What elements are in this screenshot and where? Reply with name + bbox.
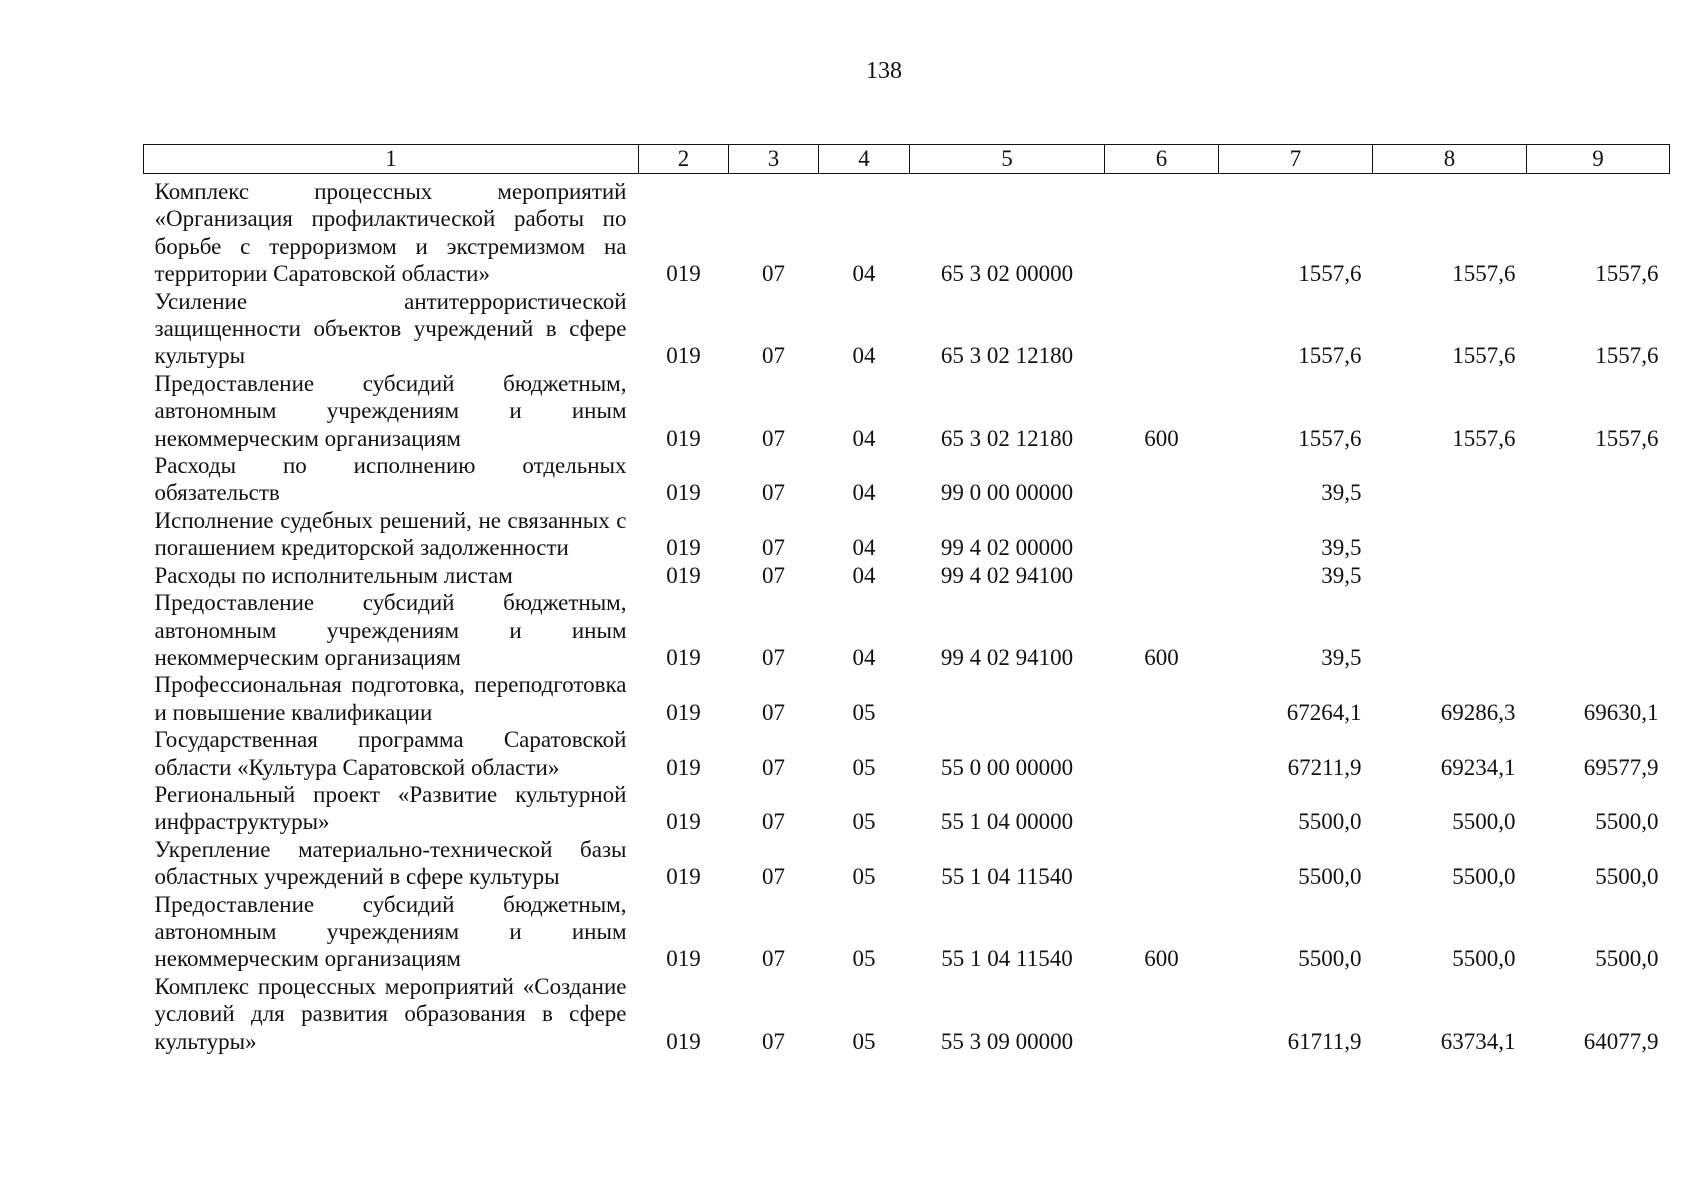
amount-col-7: 67264,1 xyxy=(1286,699,1362,725)
subsection-code: 04 xyxy=(852,480,876,506)
header-cell-9: 9 xyxy=(1527,145,1670,174)
expense-type-code: 600 xyxy=(1144,644,1179,670)
expense-type-code xyxy=(1105,671,1219,726)
section-code: 07 xyxy=(762,261,785,287)
table-header xyxy=(144,145,1670,174)
expense-type-code xyxy=(1105,562,1219,589)
target-article-code: 55 1 04 11540 xyxy=(941,946,1073,972)
table-row xyxy=(144,589,1670,671)
header-cell-5: 5 xyxy=(910,145,1105,174)
subsection-code: 05 xyxy=(852,1028,876,1054)
amount-col-7: 1557,6 xyxy=(1298,261,1362,287)
section-code: 07 xyxy=(762,644,785,670)
expense-type-code xyxy=(1105,174,1219,288)
amount-col-7: 39,5 xyxy=(1321,535,1362,561)
row-name: Комплекс процессных мероприятий «Организация профилактической работы по борьбе с терроризмом и экстремизмом на территории Саратовской области» xyxy=(154,179,627,287)
subsection-code: 04 xyxy=(852,644,876,670)
table-row xyxy=(144,174,1670,288)
row-name: Комплекс процессных мероприятий «Создание условий для развития образования в сфере культуры» xyxy=(154,973,627,1054)
amount-col-7: 5500,0 xyxy=(1298,809,1362,835)
section-code: 07 xyxy=(762,809,785,835)
amount-col-8 xyxy=(1373,452,1527,507)
amount-col-9: 5500,0 xyxy=(1595,946,1659,972)
expense-type-code xyxy=(1105,452,1219,507)
section-code: 07 xyxy=(762,864,785,890)
target-article-code: 99 4 02 94100 xyxy=(940,644,1074,670)
amount-col-8: 5500,0 xyxy=(1452,946,1516,972)
header-cell-1: 1 xyxy=(144,145,639,174)
row-name: Государственная программа Саратовской области «Культура Саратовской области» xyxy=(154,727,627,780)
ministry-code: 019 xyxy=(666,1028,701,1054)
row-name: Предоставление субсидий бюджетным, автономным учреждениям и иным некоммерческим организациям xyxy=(154,370,627,451)
amount-col-8 xyxy=(1373,507,1527,562)
amount-col-9: 1557,6 xyxy=(1595,343,1659,369)
expense-type-code: 600 xyxy=(1144,425,1179,451)
target-article-code: 99 0 00 00000 xyxy=(940,480,1074,506)
section-code: 07 xyxy=(762,1028,785,1054)
target-article-code: 65 3 02 00000 xyxy=(940,261,1074,287)
ministry-code: 019 xyxy=(666,535,701,561)
amount-col-9 xyxy=(1527,562,1670,589)
subsection-code: 05 xyxy=(852,754,876,780)
amount-col-9: 64077,9 xyxy=(1583,1028,1659,1054)
section-code: 07 xyxy=(762,946,785,972)
target-article-code: 65 3 02 12180 xyxy=(940,425,1074,451)
amount-col-8: 1557,6 xyxy=(1452,425,1516,451)
section-code: 07 xyxy=(762,699,785,725)
target-article-code: 99 4 02 94100 xyxy=(940,562,1074,588)
target-article-code: 55 0 00 00000 xyxy=(940,754,1074,780)
ministry-code: 019 xyxy=(666,480,701,506)
expense-type-code xyxy=(1105,507,1219,562)
subsection-code: 04 xyxy=(852,261,876,287)
amount-col-9: 5500,0 xyxy=(1595,864,1659,890)
subsection-code: 05 xyxy=(852,946,876,972)
target-article-code: 55 1 04 11540 xyxy=(941,864,1073,890)
target-article-code: 55 3 09 00000 xyxy=(940,1028,1074,1054)
table-row xyxy=(144,507,1670,562)
table-row xyxy=(144,288,1670,370)
section-code: 07 xyxy=(762,425,785,451)
amount-col-8 xyxy=(1373,562,1527,589)
budget-table xyxy=(143,144,1670,1055)
ministry-code: 019 xyxy=(666,699,701,725)
row-name: Расходы по исполнению отдельных обязательств xyxy=(154,453,627,506)
amount-col-7: 39,5 xyxy=(1321,480,1362,506)
amount-col-9: 1557,6 xyxy=(1595,261,1659,287)
subsection-code: 04 xyxy=(852,425,876,451)
table-row xyxy=(144,452,1670,507)
table-row xyxy=(144,562,1670,589)
row-name: Расходы по исполнительным листам xyxy=(154,562,513,588)
table-body xyxy=(144,174,1670,1056)
expense-type-code: 600 xyxy=(1144,946,1179,972)
table-row xyxy=(144,973,1670,1055)
table-row xyxy=(144,781,1670,836)
row-name: Укрепление материально-технической базы областных учреждений в сфере культуры xyxy=(154,836,627,890)
expense-type-code xyxy=(1105,288,1219,370)
ministry-code: 019 xyxy=(666,644,701,670)
expense-type-code xyxy=(1105,726,1219,781)
table-row xyxy=(144,671,1670,726)
amount-col-7: 67211,9 xyxy=(1287,754,1362,780)
target-article-code xyxy=(910,671,1105,726)
header-cell-4: 4 xyxy=(819,145,910,174)
amount-col-7: 39,5 xyxy=(1321,644,1362,670)
ministry-code: 019 xyxy=(666,562,701,588)
amount-col-8: 69234,1 xyxy=(1440,754,1516,780)
amount-col-7: 5500,0 xyxy=(1298,946,1362,972)
header-cell-6: 6 xyxy=(1105,145,1219,174)
header-row xyxy=(144,145,1670,174)
amount-col-8 xyxy=(1373,589,1527,671)
ministry-code: 019 xyxy=(666,809,701,835)
subsection-code: 05 xyxy=(852,699,876,725)
table-row xyxy=(144,891,1670,973)
target-article-code: 55 1 04 00000 xyxy=(940,809,1074,835)
header-cell-7: 7 xyxy=(1219,145,1373,174)
amount-col-7: 61711,9 xyxy=(1287,1028,1362,1054)
amount-col-9: 69630,1 xyxy=(1583,699,1659,725)
row-name: Профессиональная подготовка, переподготовка и повышение квалификации xyxy=(154,672,627,725)
amount-col-9 xyxy=(1527,452,1670,507)
section-code: 07 xyxy=(762,754,785,780)
section-code: 07 xyxy=(762,343,785,369)
header-cell-2: 2 xyxy=(639,145,729,174)
subsection-code: 04 xyxy=(852,535,876,561)
amount-col-8: 63734,1 xyxy=(1440,1028,1516,1054)
amount-col-8: 1557,6 xyxy=(1452,343,1516,369)
target-article-code: 65 3 02 12180 xyxy=(940,343,1074,369)
table-row xyxy=(144,370,1670,452)
header-cell-8: 8 xyxy=(1373,145,1527,174)
ministry-code: 019 xyxy=(666,343,701,369)
amount-col-8: 69286,3 xyxy=(1440,699,1516,725)
expense-type-code xyxy=(1105,973,1219,1055)
amount-col-8: 5500,0 xyxy=(1452,809,1516,835)
target-article-code: 99 4 02 00000 xyxy=(940,535,1074,561)
subsection-code: 05 xyxy=(852,864,876,890)
section-code: 07 xyxy=(762,480,785,506)
amount-col-7: 1557,6 xyxy=(1298,425,1362,451)
ministry-code: 019 xyxy=(666,261,701,287)
amount-col-9 xyxy=(1527,507,1670,562)
amount-col-7: 1557,6 xyxy=(1298,343,1362,369)
amount-col-9: 1557,6 xyxy=(1595,425,1659,451)
amount-col-7: 39,5 xyxy=(1321,562,1362,588)
row-name: Усиление антитеррористической защищенности объектов учреждений в сфере культуры xyxy=(154,288,627,369)
amount-col-7: 5500,0 xyxy=(1298,864,1362,890)
amount-col-9: 5500,0 xyxy=(1595,809,1659,835)
ministry-code: 019 xyxy=(666,864,701,890)
section-code: 07 xyxy=(762,535,785,561)
row-name: Региональный проект «Развитие культурной инфраструктуры» xyxy=(154,781,627,835)
row-name: Предоставление субсидий бюджетным, автономным учреждениям и иным некоммерческим организациям xyxy=(154,590,627,670)
page-number: 138 xyxy=(866,58,902,84)
expense-type-code xyxy=(1105,836,1219,891)
subsection-code: 04 xyxy=(852,562,876,588)
amount-col-8: 5500,0 xyxy=(1452,864,1516,890)
ministry-code: 019 xyxy=(666,425,701,451)
row-name: Предоставление субсидий бюджетным, автономным учреждениям и иным некоммерческим организациям xyxy=(154,891,627,972)
amount-col-8: 1557,6 xyxy=(1452,261,1516,287)
table-row xyxy=(144,836,1670,891)
expense-type-code xyxy=(1105,781,1219,836)
amount-col-9 xyxy=(1527,589,1670,671)
subsection-code: 05 xyxy=(852,809,876,835)
table-row xyxy=(144,726,1670,781)
section-code: 07 xyxy=(762,562,785,588)
row-name: Исполнение судебных решений, не связанных с погашением кредиторской задолженности xyxy=(154,507,627,561)
ministry-code: 019 xyxy=(666,946,701,972)
amount-col-9: 69577,9 xyxy=(1583,754,1659,780)
header-cell-3: 3 xyxy=(729,145,819,174)
ministry-code: 019 xyxy=(666,754,701,780)
subsection-code: 04 xyxy=(852,343,876,369)
